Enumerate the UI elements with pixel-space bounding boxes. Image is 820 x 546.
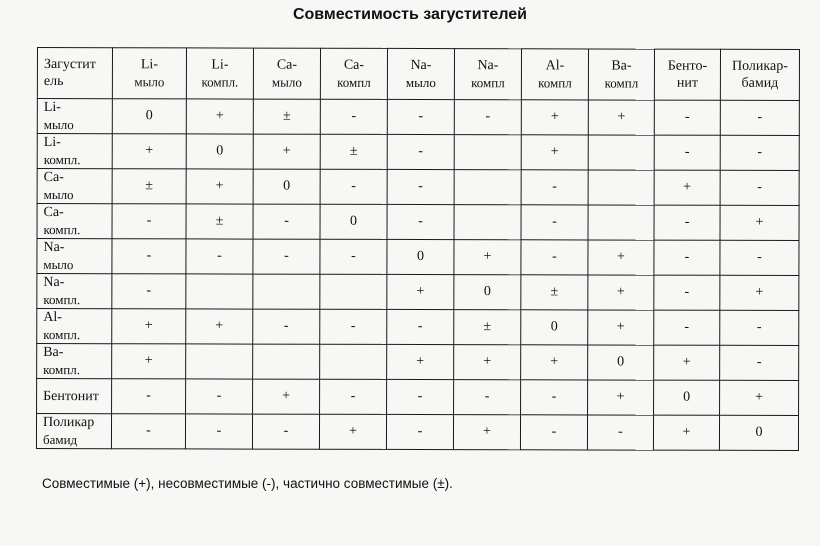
compatibility-cell: - [521, 170, 588, 205]
table-row [37, 204, 799, 241]
compatibility-cell [454, 135, 521, 170]
compatibility-cell: + [588, 240, 654, 275]
compatibility-cell [186, 344, 253, 379]
compatibility-cell [320, 274, 387, 309]
compatibility-cell: - [186, 379, 253, 414]
compatibility-cell [320, 344, 387, 379]
row-header: Ca- компл. [37, 204, 112, 239]
table-row [37, 134, 799, 171]
row-header: Поликар бамид [36, 414, 111, 449]
compatibility-cell: + [588, 380, 654, 415]
compatibility-cell [588, 135, 654, 170]
compatibility-cell: - [654, 310, 720, 345]
compatibility-cell [454, 170, 521, 205]
column-header: Li- мыло [112, 48, 186, 99]
compatibility-cell [253, 274, 320, 309]
compatibility-cell: + [112, 309, 186, 344]
row-header: Li- мыло [37, 99, 112, 134]
compatibility-cell: - [387, 379, 454, 414]
compatibility-cell: + [454, 240, 521, 275]
compatibility-cell: - [253, 239, 320, 274]
compatibility-cell: - [654, 100, 720, 135]
compatibility-cell: 0 [112, 99, 186, 134]
table-row [37, 274, 799, 311]
compatibility-cell: - [387, 204, 454, 239]
column-header: Li- компл. [186, 48, 253, 99]
corner-header: Загустит ель [37, 48, 112, 99]
compatibility-cell: + [588, 310, 654, 345]
compatibility-cell [253, 344, 320, 379]
compatibility-cell: - [112, 379, 186, 414]
row-header: Ba- компл. [37, 344, 112, 379]
compatibility-cell: + [654, 345, 720, 380]
compatibility-cell: + [521, 345, 588, 380]
compatibility-cell: - [454, 100, 521, 135]
compatibility-cell: - [252, 414, 319, 449]
compatibility-cell: - [654, 205, 720, 240]
compatibility-table [36, 47, 800, 451]
row-header: Li- компл. [37, 134, 112, 169]
compatibility-cell: + [186, 99, 253, 134]
compatibility-cell: + [186, 169, 253, 204]
compatibility-cell: - [720, 240, 799, 275]
compatibility-cell: + [454, 345, 521, 380]
compatibility-cell: - [186, 239, 253, 274]
table-row [37, 309, 799, 346]
compatibility-cell: - [111, 414, 185, 449]
table-row [37, 239, 799, 276]
compatibility-cell: - [112, 274, 186, 309]
column-header: Бенто- нит [654, 49, 720, 100]
header-row [37, 48, 799, 101]
row-header: Na- компл. [37, 274, 112, 309]
row-header: Бентонит [37, 379, 112, 414]
compatibility-cell: - [454, 380, 521, 415]
table-row [37, 99, 799, 136]
compatibility-cell: - [320, 379, 387, 414]
compatibility-cell: 0 [588, 345, 654, 380]
compatibility-cell: - [521, 240, 588, 275]
compatibility-cell: - [654, 275, 720, 310]
compatibility-cell: + [588, 275, 654, 310]
compatibility-cell: + [112, 344, 186, 379]
column-header: Na- мыло [387, 48, 454, 99]
compatibility-cell: - [185, 414, 252, 449]
compatibility-cell: 0 [186, 134, 253, 169]
compatibility-cell: 0 [719, 415, 798, 450]
compatibility-cell: + [112, 134, 186, 169]
page-title: Совместимость загустителей [292, 6, 528, 23]
compatibility-cell: - [720, 345, 799, 380]
row-header: Ca- мыло [37, 169, 112, 204]
compatibility-cell: - [520, 415, 587, 450]
compatibility-cell: - [386, 414, 453, 449]
compatibility-cell: 0 [521, 310, 588, 345]
compatibility-cell: ± [253, 99, 320, 134]
compatibility-cell [454, 205, 521, 240]
compatibility-cell [588, 170, 654, 205]
compatibility-cell: + [387, 274, 454, 309]
compatibility-cell: - [387, 169, 454, 204]
compatibility-cell: - [521, 380, 588, 415]
column-header: Al- компл [521, 49, 588, 100]
compatibility-cell: 0 [454, 275, 521, 310]
compatibility-cell: - [253, 204, 320, 239]
table-row [36, 414, 798, 451]
compatibility-cell: + [654, 170, 720, 205]
compatibility-cell: ± [454, 310, 521, 345]
legend-caption: Совместимые (+), несовместимые (-), частично совместимые (±). [42, 476, 453, 491]
compatibility-cell: - [587, 415, 653, 450]
compatibility-cell: - [253, 309, 320, 344]
compatibility-cell: + [588, 100, 654, 135]
column-header: Ba- компл [588, 49, 654, 100]
row-header: Na- мыло [37, 239, 112, 274]
compatibility-cell: - [720, 100, 799, 135]
compatibility-cell: - [387, 134, 454, 169]
compatibility-cell: + [720, 275, 799, 310]
compatibility-cell: + [521, 135, 588, 170]
compatibility-cell: 0 [253, 169, 320, 204]
compatibility-cell: - [112, 239, 186, 274]
compatibility-cell: - [654, 135, 720, 170]
compatibility-cell [588, 205, 654, 240]
compatibility-cell: ± [521, 275, 588, 310]
compatibility-cell: 0 [320, 204, 387, 239]
compatibility-cell: - [654, 240, 720, 275]
compatibility-cell: - [112, 204, 186, 239]
compatibility-cell: + [720, 380, 799, 415]
compatibility-cell [186, 274, 253, 309]
compatibility-cell: + [453, 415, 520, 450]
compatibility-cell: ± [112, 169, 186, 204]
compatibility-cell: - [387, 309, 454, 344]
compatibility-cell: + [387, 344, 454, 379]
compatibility-cell: + [186, 309, 253, 344]
compatibility-cell: - [320, 239, 387, 274]
table-row [37, 344, 799, 381]
compatibility-cell: ± [186, 204, 253, 239]
compatibility-cell: - [521, 205, 588, 240]
compatibility-cell: 0 [654, 380, 720, 415]
compatibility-cell: - [387, 99, 454, 134]
compatibility-cell: + [253, 134, 320, 169]
compatibility-cell: - [320, 309, 387, 344]
column-header: Поликар- бамид [720, 49, 799, 100]
compatibility-cell: - [720, 135, 799, 170]
compatibility-cell: - [320, 99, 387, 134]
column-header: Ca- компл [320, 48, 387, 99]
compatibility-cell: + [653, 415, 719, 450]
table-row [37, 379, 799, 416]
compatibility-cell: 0 [387, 239, 454, 274]
compatibility-cell: - [720, 170, 799, 205]
compatibility-cell: + [521, 100, 588, 135]
compatibility-cell: + [253, 379, 320, 414]
compatibility-cell: - [320, 169, 387, 204]
row-header: Al- компл. [37, 309, 112, 344]
column-header: Ca- мыло [253, 48, 320, 99]
compatibility-cell: + [720, 205, 799, 240]
compatibility-cell: - [720, 310, 799, 345]
compatibility-cell: ± [320, 134, 387, 169]
column-header: Na- компл [454, 49, 521, 100]
table-row [37, 169, 799, 206]
compatibility-cell: + [319, 414, 386, 449]
